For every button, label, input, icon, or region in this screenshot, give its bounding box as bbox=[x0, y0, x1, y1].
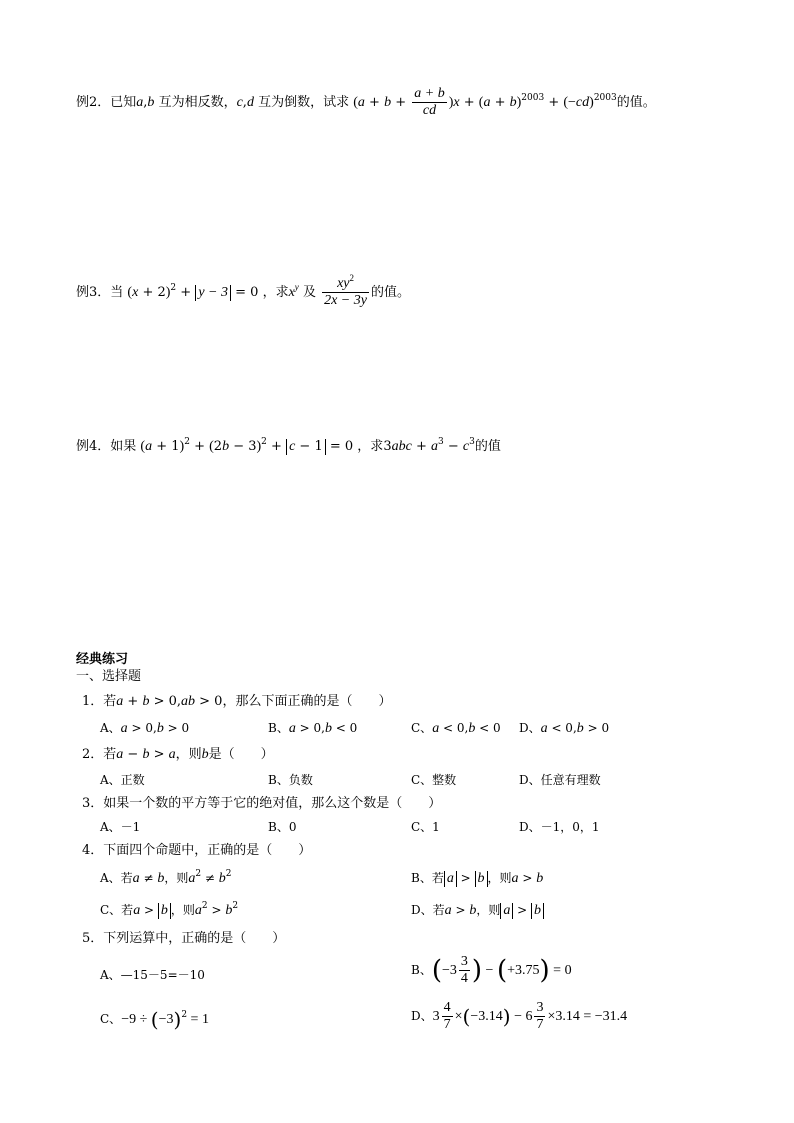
q2-option-a[interactable]: A、正数 bbox=[100, 773, 145, 787]
question-3: 3．如果一个数的平方等于它的绝对值，那么这个数是（ ） bbox=[82, 796, 442, 811]
q5-option-d[interactable]: D、3 $\frac{4}{7}$ ×(−3.14) − 6 $\frac{3}{7}$ ×3.14 = −31.4 bbox=[411, 1000, 628, 1032]
q1-option-c[interactable]: C、a < 0,b < 0 bbox=[411, 721, 501, 736]
q4-option-c[interactable]: C、若a > b ，则$a^2 > b^2$ bbox=[100, 901, 239, 918]
question-4: 4．下面四个命题中，正确的是（ ） bbox=[82, 843, 312, 858]
q4-option-a[interactable]: A、若a ≠ b，则$a^2 \ne b^2$ bbox=[100, 869, 232, 886]
example-4: 例4．如果 $(a + 1)^2 + (2b - 3)^2 + c - 1 = 0$ ，求$3abc + a^3 - c^3$的值 bbox=[76, 437, 501, 454]
q1-option-a[interactable]: A、a > 0,b > 0 bbox=[100, 721, 190, 736]
question-1: 1．若a + b > 0,ab > 0，那么下面正确的是（ ） bbox=[82, 694, 392, 709]
fraction-xy2-over-2x-3y: $\frac{xy^2}{2x - 3y}$ bbox=[324, 273, 367, 308]
q1-option-b[interactable]: B、a > 0,b < 0 bbox=[268, 721, 358, 736]
section-title: 经典练习 bbox=[76, 652, 129, 667]
q4-option-b[interactable]: B、若 a > b ，则a > b bbox=[411, 871, 544, 886]
example-3: 例3．当 $(x + 2)^2 + y - 3 = 0$ ，求$x^y$ 及 $\frac{xy^2}{2x - 3y}$ 的值。 bbox=[76, 273, 410, 308]
q2-option-b[interactable]: B、负数 bbox=[268, 773, 313, 787]
q5-option-a[interactable]: A、—15－5=－10 bbox=[100, 968, 205, 982]
q5-option-c[interactable]: C、$-9 \div (-3)^2 = 1$ bbox=[100, 1007, 209, 1032]
question-2: 2．若a − b > a，则b是（ ） bbox=[82, 747, 274, 762]
q4-option-d[interactable]: D、若a > b，则 a > b bbox=[411, 901, 544, 920]
q3-option-b[interactable]: B、0 bbox=[268, 820, 297, 834]
fraction-a-plus-b-over-cd: $\frac{a + b}{cd}$ bbox=[414, 86, 445, 118]
example-2: 例2．已知a,b 互为相反数，c,d 互为倒数，试求 (a + b + $\frac{a + b}{cd}$ )$x + (a + b)^{2003} + (-cd)^{2003}$的值。 bbox=[76, 86, 656, 118]
q2-option-c[interactable]: C、整数 bbox=[411, 773, 457, 787]
q1-option-d[interactable]: D、a < 0,b > 0 bbox=[519, 721, 610, 736]
question-5: 5．下列运算中，正确的是（ ） bbox=[82, 931, 286, 946]
q5-option-b[interactable]: B、(−3 $\frac{3}{4}$ ) − (+3.75) = 0 bbox=[411, 954, 572, 986]
q2-option-d[interactable]: D、任意有理数 bbox=[519, 773, 601, 787]
q3-option-d[interactable]: D、－1，0，1 bbox=[519, 820, 600, 834]
section-subtitle: 一、选择题 bbox=[76, 669, 142, 684]
q3-option-a[interactable]: A、－1 bbox=[100, 820, 141, 834]
q3-option-c[interactable]: C、1 bbox=[411, 820, 440, 834]
